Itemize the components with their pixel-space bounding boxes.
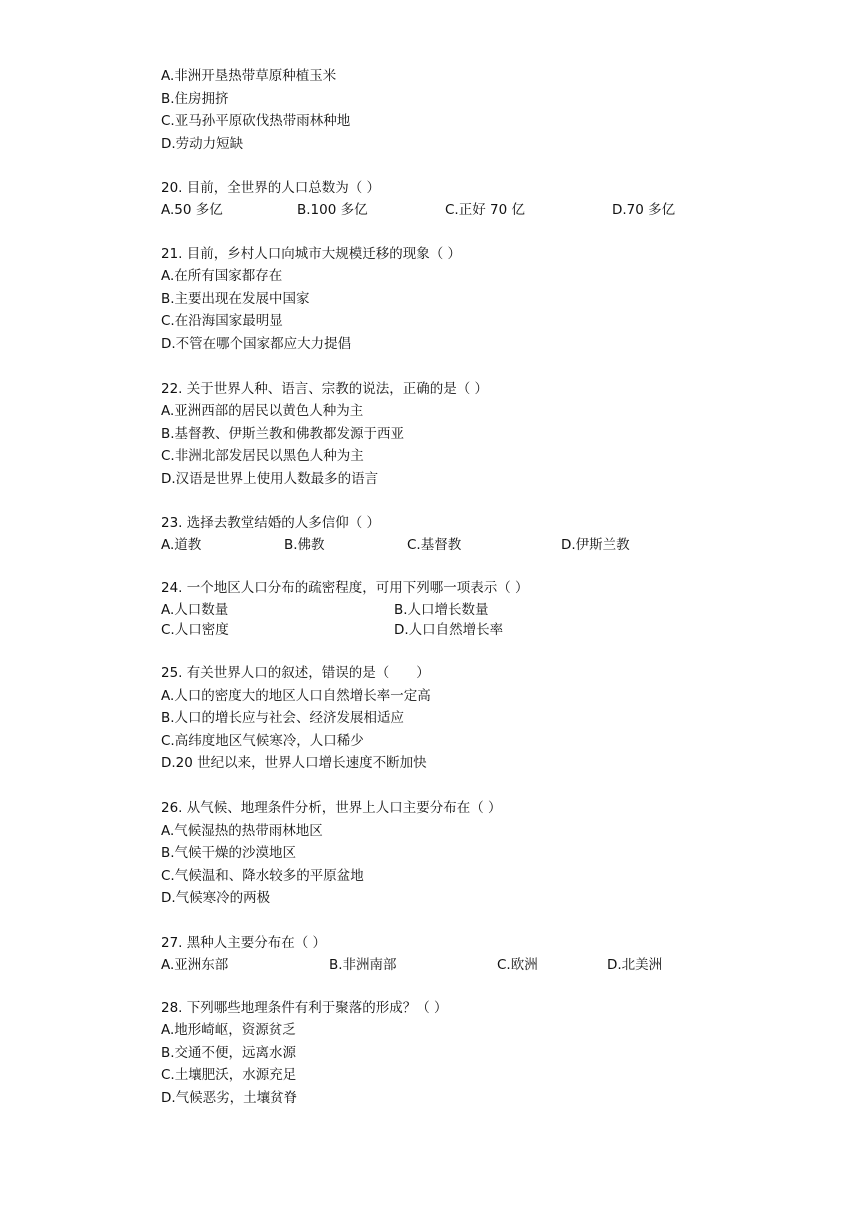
q27-option-c: C.欧洲: [497, 957, 538, 973]
q24-option-c: C.人口密度: [161, 622, 229, 638]
q22-stem: 22. 关于世界人种、语言、宗教的说法，正确的是（ ）: [161, 381, 489, 397]
q25-option-d: D.20 世纪以来，世界人口增长速度不断加快: [161, 755, 427, 771]
q26-option-a: A.气候湿热的热带雨林地区: [161, 823, 323, 839]
q27-option-d: D.北美洲: [607, 957, 663, 973]
q20-option-d: D.70 多亿: [612, 202, 676, 218]
q22-option-c: C.非洲北部发居民以黑色人种为主: [161, 448, 364, 464]
q22-option-b: B.基督教、伊斯兰教和佛教都发源于西亚: [161, 426, 405, 442]
q27-stem: 27. 黑种人主要分布在（ ）: [161, 935, 327, 951]
q23-option-b: B.佛教: [284, 537, 325, 553]
q22-option-a: A.亚洲西部的居民以黄色人种为主: [161, 403, 364, 419]
q19-option-b: B.住房拥挤: [161, 91, 229, 107]
q28-option-a: A.地形崎岖，资源贫乏: [161, 1022, 296, 1038]
q21-stem: 21. 目前，乡村人口向城市大规模迁移的现象（ ）: [161, 246, 462, 262]
q24-option-b: B.人口增长数量: [394, 602, 489, 618]
q26-option-c: C.气候温和、降水较多的平原盆地: [161, 868, 364, 884]
q22-option-d: D.汉语是世界上使用人数最多的语言: [161, 471, 379, 487]
q19-option-a: A.非洲开垦热带草原种植玉米: [161, 68, 337, 84]
q24-option-d: D.人口自然增长率: [394, 622, 504, 638]
q25-option-c: C.高纬度地区气候寒冷，人口稀少: [161, 733, 364, 749]
q21-option-c: C.在沿海国家最明显: [161, 313, 283, 329]
q19-option-c: C.亚马孙平原砍伐热带雨林种地: [161, 113, 351, 129]
q24-option-a: A.人口数量: [161, 602, 229, 618]
q27-option-b: B.非洲南部: [329, 957, 397, 973]
q26-option-b: B.气候干燥的沙漠地区: [161, 845, 297, 861]
q25-stem: 25. 有关世界人口的叙述，错误的是（ ）: [161, 665, 430, 681]
q26-stem: 26. 从气候、地理条件分析，世界上人口主要分布在（ ）: [161, 800, 502, 816]
q21-option-d: D.不管在哪个国家都应大力提倡: [161, 336, 352, 352]
q23-option-d: D.伊斯兰教: [561, 537, 630, 553]
q23-stem: 23. 选择去教堂结婚的人多信仰（ ）: [161, 515, 381, 531]
q28-option-b: B.交通不便，远离水源: [161, 1045, 297, 1061]
q26-option-d: D.气候寒冷的两极: [161, 890, 271, 906]
q20-option-b: B.100 多亿: [297, 202, 368, 218]
q21-option-b: B.主要出现在发展中国家: [161, 291, 310, 307]
q24-stem: 24. 一个地区人口分布的疏密程度，可用下列哪一项表示（ ）: [161, 580, 529, 596]
q23-option-a: A.道教: [161, 537, 202, 553]
q20-stem: 20. 目前，全世界的人口总数为（ ）: [161, 180, 381, 196]
q20-option-c: C.正好 70 亿: [445, 202, 525, 218]
q23-option-c: C.基督教: [407, 537, 462, 553]
q28-option-c: C.土壤肥沃，水源充足: [161, 1067, 297, 1083]
q19-option-d: D.劳动力短缺: [161, 136, 244, 152]
q20-option-a: A.50 多亿: [161, 202, 223, 218]
q27-option-a: A.亚洲东部: [161, 957, 229, 973]
q21-option-a: A.在所有国家都存在: [161, 268, 283, 284]
q25-option-a: A.人口的密度大的地区人口自然增长率一定高: [161, 688, 431, 704]
q28-stem: 28. 下列哪些地理条件有利于聚落的形成？（ ）: [161, 1000, 448, 1016]
q25-option-b: B.人口的增长应与社会、经济发展相适应: [161, 710, 405, 726]
q28-option-d: D.气候恶劣，土壤贫脊: [161, 1090, 298, 1106]
